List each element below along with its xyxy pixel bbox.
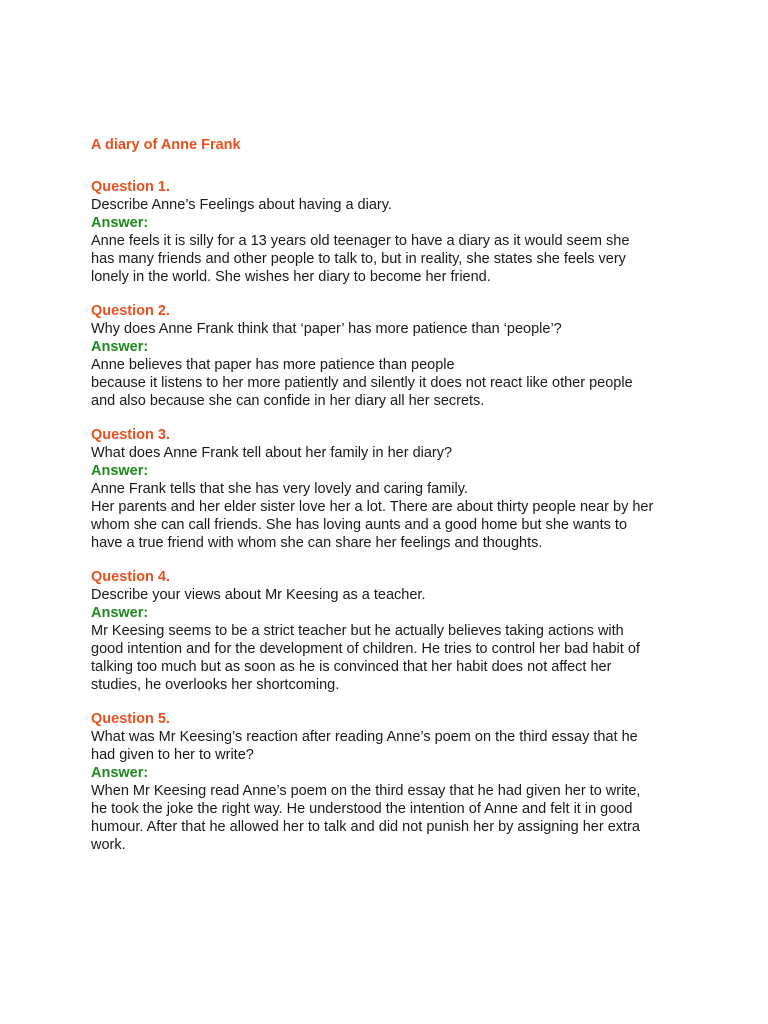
answer-text: has many friends and other people to talk to, but in reality, she states she feels very [91, 251, 626, 267]
answer-text: he took the joke the right way. He understood the intention of Anne and felt it in good [91, 801, 633, 817]
answer-text: humour. After that he allowed her to talk and did not punish her by assigning her extra [91, 819, 640, 835]
answer-label: Answer: [91, 339, 149, 355]
qa-block-4 [91, 568, 691, 694]
answer-text: whom she can call friends. She has loving aunts and a good home but she wants to [91, 517, 628, 533]
qa-block-1 [91, 178, 691, 286]
answer-text: good intention and for the development of children. He tries to control her bad habit of [91, 641, 640, 657]
question-label: Question 5. [91, 711, 170, 727]
qa-block-3 [91, 426, 691, 552]
answer-label: Answer: [91, 765, 149, 781]
answer-text: because it listens to her more patiently and silently it does not react like other people [91, 375, 633, 391]
question-text: had given to her to write? [91, 747, 254, 763]
document-title: A diary of Anne Frank [91, 137, 241, 153]
answer-label: Answer: [91, 463, 149, 479]
document-page [91, 136, 691, 870]
answer-text: work. [91, 837, 126, 853]
answer-text: Anne believes that paper has more patience than people [91, 357, 455, 373]
answer-text: have a true friend with whom she can share her feelings and thoughts. [91, 535, 543, 551]
answer-text: Mr Keesing seems to be a strict teacher but he actually believes taking actions with [91, 623, 624, 639]
question-label: Question 3. [91, 427, 170, 443]
answer-text: Her parents and her elder sister love her a lot. There are about thirty people near by her [91, 499, 654, 515]
question-text: Why does Anne Frank think that ‘paper’ has more patience than ‘people’? [91, 321, 562, 337]
answer-text: Anne feels it is silly for a 13 years old teenager to have a diary as it would seem she [91, 233, 630, 249]
answer-text: lonely in the world. She wishes her diary to become her friend. [91, 269, 491, 285]
answer-label: Answer: [91, 215, 149, 231]
question-label: Question 1. [91, 179, 170, 195]
answer-text: studies, he overlooks her shortcoming. [91, 677, 340, 693]
answer-text: When Mr Keesing read Anne’s poem on the third essay that he had given her to write, [91, 783, 641, 799]
question-label: Question 4. [91, 569, 170, 585]
qa-block-2 [91, 302, 691, 410]
question-label: Question 2. [91, 303, 170, 319]
question-text: Describe Anne’s Feelings about having a diary. [91, 197, 392, 213]
answer-text: Anne Frank tells that she has very lovely and caring family. [91, 481, 468, 497]
question-text: What does Anne Frank tell about her family in her diary? [91, 445, 453, 461]
question-text: Describe your views about Mr Keesing as a teacher. [91, 587, 426, 603]
answer-label: Answer: [91, 605, 149, 621]
question-text: What was Mr Keesing’s reaction after reading Anne’s poem on the third essay that he [91, 729, 638, 745]
answer-text: and also because she can confide in her diary all her secrets. [91, 393, 485, 409]
qa-block-5 [91, 710, 691, 854]
answer-text: talking too much but as soon as he is convinced that her habit does not affect her [91, 659, 612, 675]
